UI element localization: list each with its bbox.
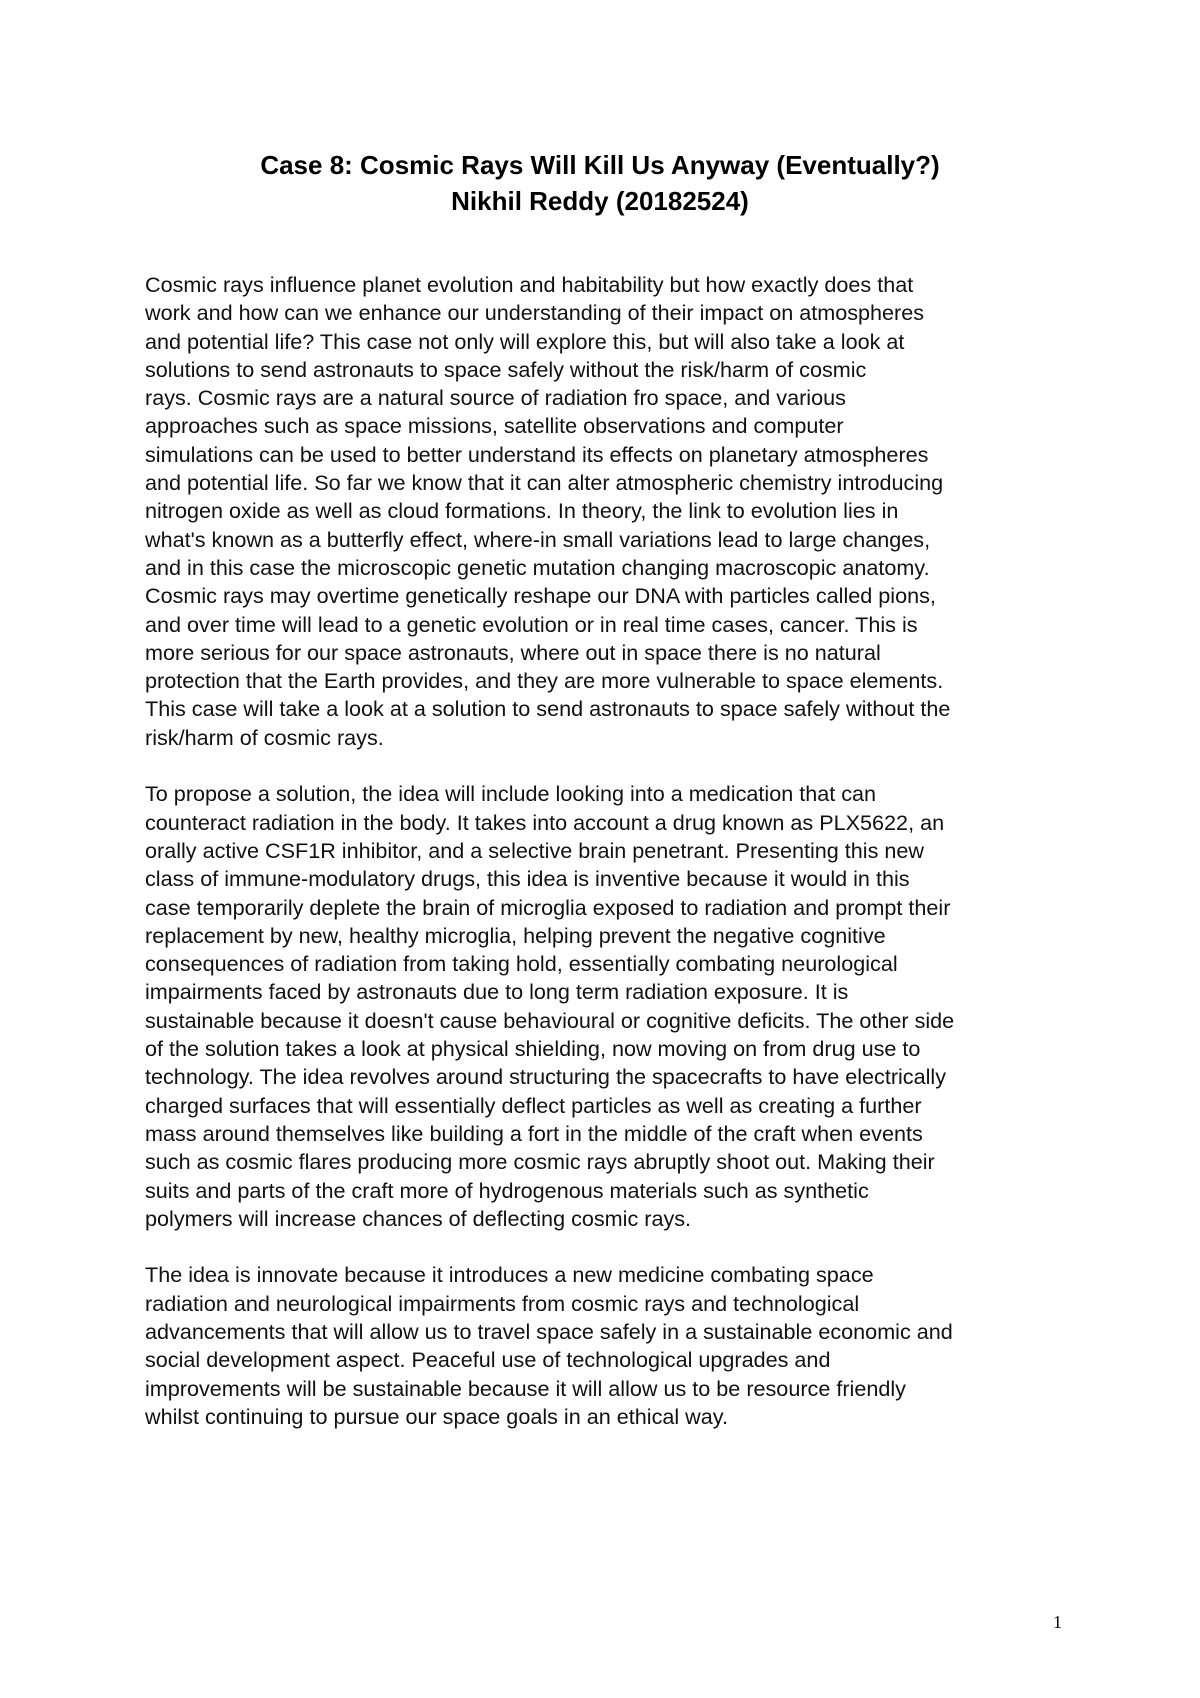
text-line: mass around themselves like building a fort in the middle of the craft when events — [145, 1120, 923, 1146]
text-line: Cosmic rays influence planet evolution and habitability but how exactly does that — [145, 272, 914, 297]
text-line: consequences of radiation from taking hold, essentially combating neurological — [145, 951, 898, 977]
text-line: rays. Cosmic rays are a natural source of radiation fro space, and various — [145, 385, 846, 411]
text-line: nitrogen oxide as well as cloud formations. In theory, the link to evolution lies in — [145, 498, 899, 524]
text-line: what's known as a butterfly effect, where-in small variations lead to large changes, — [145, 526, 931, 552]
text-line: social development aspect. Peaceful use of technological upgrades and — [145, 1347, 831, 1373]
text-line: and potential life? This case not only will explore this, but will also take a look at — [145, 328, 905, 354]
text-line: technology. The idea revolves around structuring the spacecrafts to have electrically — [145, 1064, 947, 1090]
text-line: The idea is innovate because it introduces a new medicine combating space — [145, 1262, 874, 1288]
text-line: replacement by new, healthy microglia, helping prevent the negative cognitive — [145, 922, 886, 948]
text-line: class of immune-modulatory drugs, this idea is inventive because it would in this — [145, 866, 910, 892]
text-line: Cosmic rays may overtime genetically reshape our DNA with particles called pions, — [145, 583, 936, 609]
text-line: This case will take a look at a solution to send astronauts to space safely without the — [145, 696, 951, 722]
text-line: orally active CSF1R inhibitor, and a selective brain penetrant. Presenting this new — [145, 837, 924, 863]
text-line: protection that the Earth provides, and they are more vulnerable to space elements. — [145, 668, 944, 694]
text-line: work and how can we enhance our understanding of their impact on atmospheres — [145, 300, 925, 326]
text-line: and in this case the microscopic genetic mutation changing macroscopic anatomy. — [145, 554, 930, 580]
title-case-line: Case 8: Cosmic Rays Will Kill Us Anyway (Eventually?) — [260, 150, 940, 180]
text-line: impairments faced by astronauts due to long term radiation exposure. It is — [145, 979, 849, 1005]
text-line: more serious for our space astronauts, where out in space there is no natural — [145, 639, 881, 665]
text-line: charged surfaces that will essentially deflect particles as well as creating a further — [145, 1092, 922, 1118]
text-line: case temporarily deplete the brain of microglia exposed to radiation and prompt their — [145, 894, 951, 920]
text-line: counteract radiation in the body. It takes into account a drug known as PLX5622, an — [145, 809, 945, 835]
paragraph-2 — [145, 780, 1075, 1233]
text-line: approaches such as space missions, satellite observations and computer — [145, 413, 844, 439]
text-line: simulations can be used to better understand its effects on planetary atmospheres — [145, 441, 929, 467]
page-number: 1 — [1053, 1612, 1062, 1632]
text-line: and potential life. So far we know that it can alter atmospheric chemistry introducing — [145, 470, 944, 496]
text-line: To propose a solution, the idea will include looking into a medication that can — [145, 781, 877, 807]
document-body — [145, 271, 1075, 1459]
paragraph-1 — [145, 271, 1075, 752]
text-line: advancements that will allow us to travel space safely in a sustainable economic and — [145, 1318, 953, 1344]
text-line: and over time will lead to a genetic evolution or in real time cases, cancer. This is — [145, 611, 918, 637]
text-line: improvements will be sustainable because it will allow us to be resource friendly — [145, 1375, 906, 1401]
title-author-line: Nikhil Reddy (20182524) — [451, 186, 749, 216]
text-line: of the solution takes a look at physical shielding, now moving on from drug use to — [145, 1036, 921, 1062]
text-line: whilst continuing to pursue our space goals in an ethical way. — [145, 1403, 728, 1429]
text-line: such as cosmic flares producing more cosmic rays abruptly shoot out. Making their — [145, 1149, 935, 1175]
text-line: sustainable because it doesn't cause behavioural or cognitive deficits. The other side — [145, 1007, 955, 1033]
text-line: radiation and neurological impairments from cosmic rays and technological — [145, 1290, 860, 1316]
document-title — [0, 147, 1200, 219]
text-line: suits and parts of the craft more of hydrogenous materials such as synthetic — [145, 1177, 869, 1203]
text-line: polymers will increase chances of deflecting cosmic rays. — [145, 1205, 692, 1231]
paragraph-3 — [145, 1261, 1075, 1431]
text-line: risk/harm of cosmic rays. — [145, 724, 384, 750]
text-line: solutions to send astronauts to space safely without the risk/harm of cosmic — [145, 356, 867, 382]
